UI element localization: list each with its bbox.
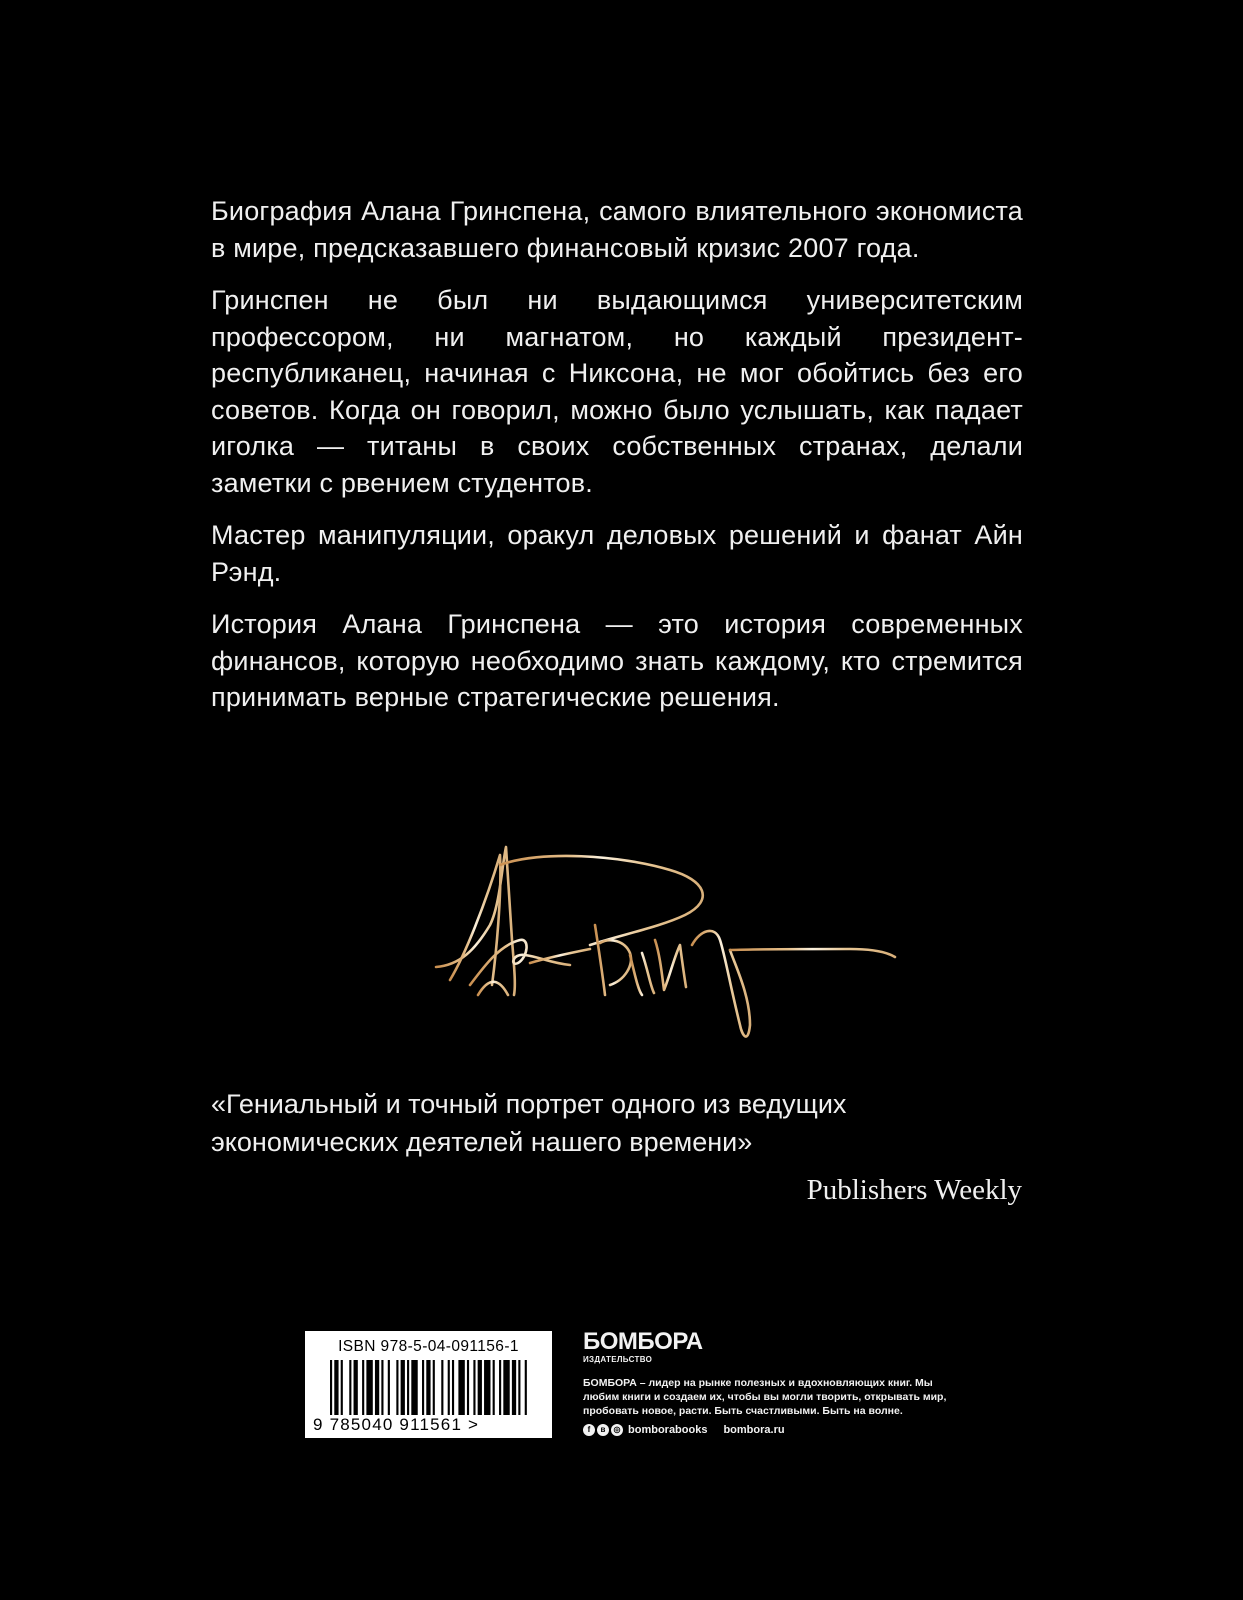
barcode-bar xyxy=(334,1360,338,1415)
barcode-bar xyxy=(503,1360,509,1415)
barcode-bar xyxy=(448,1360,450,1415)
barcode-bar xyxy=(518,1360,520,1415)
barcode-bar xyxy=(478,1360,482,1415)
barcode-bar xyxy=(467,1360,469,1415)
barcode-image xyxy=(330,1360,529,1415)
barcode-bar xyxy=(426,1360,430,1415)
barcode-bar xyxy=(330,1360,332,1415)
blurb-paragraph-1: Биография Алана Гринспена, самого влиятельного экономиста в мире, предсказавшего финансовый кризис 2007 года. xyxy=(211,196,1023,263)
barcode-bar xyxy=(473,1360,475,1415)
barcode-bar xyxy=(396,1360,398,1415)
barcode-bar xyxy=(375,1360,379,1415)
barcode-bar xyxy=(484,1360,490,1415)
blurb-paragraph-4: История Алана Гринспена — это история современных финансов, которую необходимо знать каждому, кто стремится принимать верные стратегические решения. xyxy=(211,609,1023,712)
instagram-icon[interactable]: ◎ xyxy=(611,1424,623,1436)
blurb-paragraph-3: Мастер манипуляции, оракул деловых решений и фанат Айн Рэнд. xyxy=(211,520,1023,587)
facebook-icon[interactable]: f xyxy=(583,1424,595,1436)
barcode-bar xyxy=(452,1360,454,1415)
publisher-description: БОМБОРА – лидер на рынке полезных и вдохновляющих книг. Мы любим книги и создаем их, чтобы вы могли творить, открывать мир, пробовать новое, расти. Быть счастливыми. Быть на волне. xyxy=(583,1377,947,1417)
barcode-bar xyxy=(341,1360,343,1415)
publisher-block xyxy=(583,1330,963,1436)
barcode-bar xyxy=(349,1360,351,1415)
review-quote: «Гениальный и точный портрет одного из ведущих экономических деятелей нашего времени» xyxy=(211,1089,847,1157)
isbn-barcode-block xyxy=(305,1331,552,1438)
barcode-bar xyxy=(407,1360,409,1415)
barcode-bar xyxy=(411,1360,417,1415)
barcode-bar xyxy=(493,1360,495,1415)
publisher-logo: БОМБОРА xyxy=(583,1328,703,1355)
isbn-digits: 9 785040 911561 > xyxy=(313,1415,480,1434)
barcode-bar xyxy=(362,1360,364,1415)
barcode-bar xyxy=(512,1360,516,1415)
quote-source: Publishers Weekly xyxy=(806,1174,1022,1206)
barcode-bar xyxy=(381,1360,383,1415)
vk-icon[interactable]: в xyxy=(597,1424,609,1436)
barcode-bar xyxy=(388,1360,390,1415)
blurb-paragraph-2: Гринспен не был ни выдающимся университетским профессором, ни магнатом, но каждый президент-республиканец, начиная с Никсона, не мог обойтись без его советов. Когда он говорил, можно было услышать, как падает иголка — титаны в своих собственных странах, делали заметки с рвением студентов. xyxy=(211,285,1023,498)
barcode-bar xyxy=(354,1360,358,1415)
publisher-handle[interactable]: bomborabooks xyxy=(628,1424,708,1436)
barcode-bar xyxy=(401,1360,405,1415)
publisher-sublabel: ИЗДАТЕЛЬСТВО xyxy=(583,1355,653,1364)
barcode-bar xyxy=(433,1360,435,1415)
signature-image xyxy=(430,845,910,1055)
barcode-bar xyxy=(458,1360,464,1415)
barcode-bar xyxy=(499,1360,501,1415)
back-cover-blurb xyxy=(211,193,1023,732)
isbn-label: ISBN 978-5-04-091156-1 xyxy=(338,1338,519,1355)
barcode-bar xyxy=(422,1360,424,1415)
barcode-bar xyxy=(441,1360,443,1415)
barcode-bar xyxy=(525,1360,527,1415)
publisher-links xyxy=(583,1424,963,1436)
barcode-bar xyxy=(366,1360,372,1415)
publisher-website[interactable]: bombora.ru xyxy=(723,1424,785,1436)
